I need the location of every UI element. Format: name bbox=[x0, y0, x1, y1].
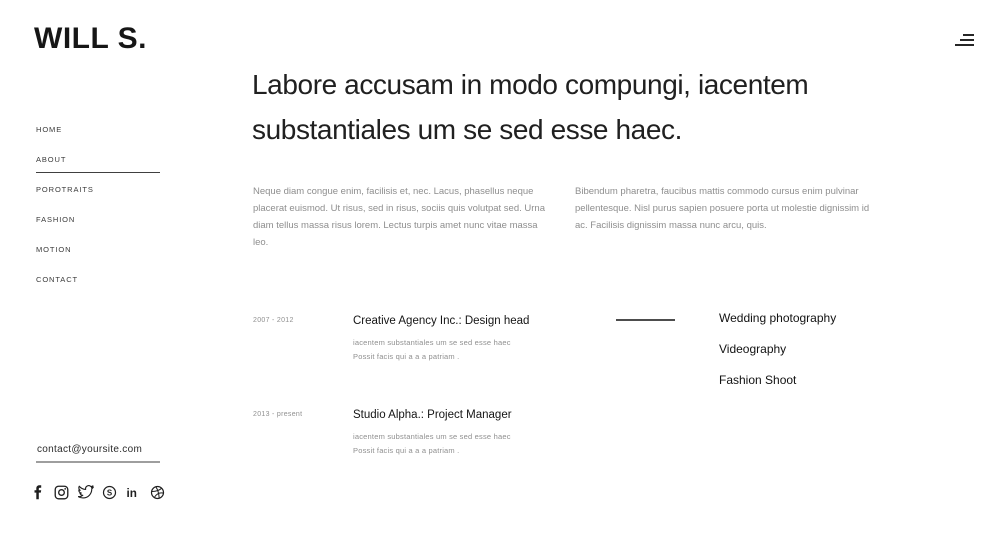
social-link-dribbble[interactable] bbox=[150, 484, 165, 500]
menu-bar bbox=[955, 44, 974, 46]
experience-title: Studio Alpha.: Project Manager bbox=[353, 409, 512, 421]
page-title bbox=[252, 62, 842, 152]
social-link-facebook[interactable] bbox=[30, 484, 45, 500]
experience-description-line: Possit facis qui a a a patriam . bbox=[353, 352, 460, 361]
experience-description bbox=[353, 430, 511, 458]
twitter-icon bbox=[78, 485, 94, 499]
experience-period: 2013 - present bbox=[253, 411, 303, 418]
experience-description-line: iacentem substantiales um se sed esse haec bbox=[353, 338, 511, 347]
experience-period: 2007 - 2012 bbox=[253, 317, 294, 324]
social-link-twitter[interactable] bbox=[78, 484, 93, 500]
svg-text:in: in bbox=[126, 486, 137, 500]
skill-item: Wedding photography bbox=[719, 311, 837, 325]
hamburger-menu-icon[interactable] bbox=[953, 32, 976, 48]
social-link-instagram[interactable] bbox=[54, 484, 69, 500]
instagram-icon bbox=[54, 485, 69, 500]
skill-item: Fashion Shoot bbox=[719, 373, 797, 387]
page-title-line-1: Labore accusam in modo compungi, iacentem bbox=[252, 69, 809, 100]
skype-icon bbox=[102, 485, 117, 500]
facebook-icon bbox=[33, 484, 42, 500]
intro-paragraph-2: Bibendum pharetra, faucibus mattis commodo cursus enim pulvinar pellentesque. Nisl purus sapien posuere porta ut molestie dignissim id ac. Facilisis dignissim massa nunc arcu, quis. bbox=[575, 186, 870, 231]
linkedin-icon bbox=[126, 485, 141, 500]
sidebar-item-about[interactable]: ABOUT bbox=[36, 156, 160, 173]
skill-item: Videography bbox=[719, 342, 787, 356]
sidebar-item-home[interactable]: HOME bbox=[36, 125, 63, 134]
contact-email-link[interactable]: contact@yoursite.com bbox=[37, 444, 143, 455]
sidebar-item-contact[interactable]: CONTACT bbox=[36, 275, 78, 284]
social-link-linkedin[interactable] bbox=[126, 484, 141, 500]
sidebar-item-fashion[interactable]: FASHION bbox=[36, 215, 76, 224]
brand-logo[interactable]: WILL S. bbox=[34, 22, 147, 55]
social-link-skype[interactable] bbox=[102, 484, 117, 500]
social-links bbox=[30, 484, 165, 500]
email-underline bbox=[36, 461, 160, 463]
intro-paragraph-1: Neque diam congue enim, facilisis et, nec. Lacus, phasellus neque placerat euismod. Ut risus, sed in risus, sociis quis volutpat sed. Urna diam tellus massa risus lorem. Lectus turpis amet nunc vitae massa leo. bbox=[253, 186, 545, 248]
experience-description-line: iacentem substantiales um se sed esse haec bbox=[353, 432, 511, 441]
sidebar-item-motion[interactable]: MOTION bbox=[36, 245, 72, 254]
skills-divider bbox=[616, 319, 675, 321]
dribbble-icon bbox=[150, 485, 165, 500]
experience-description bbox=[353, 336, 511, 364]
sidebar-item-porotraits[interactable]: POROTRAITS bbox=[36, 185, 94, 194]
experience-title: Creative Agency Inc.: Design head bbox=[353, 315, 530, 327]
menu-bar bbox=[960, 39, 974, 41]
page-title-line-2: substantiales um se sed esse haec. bbox=[252, 114, 682, 145]
menu-bar bbox=[963, 34, 974, 36]
svg-text:S: S bbox=[106, 487, 113, 497]
experience-description-line: Possit facis qui a a a patriam . bbox=[353, 446, 460, 455]
skills-list bbox=[719, 312, 836, 405]
sidebar-nav bbox=[36, 126, 160, 306]
